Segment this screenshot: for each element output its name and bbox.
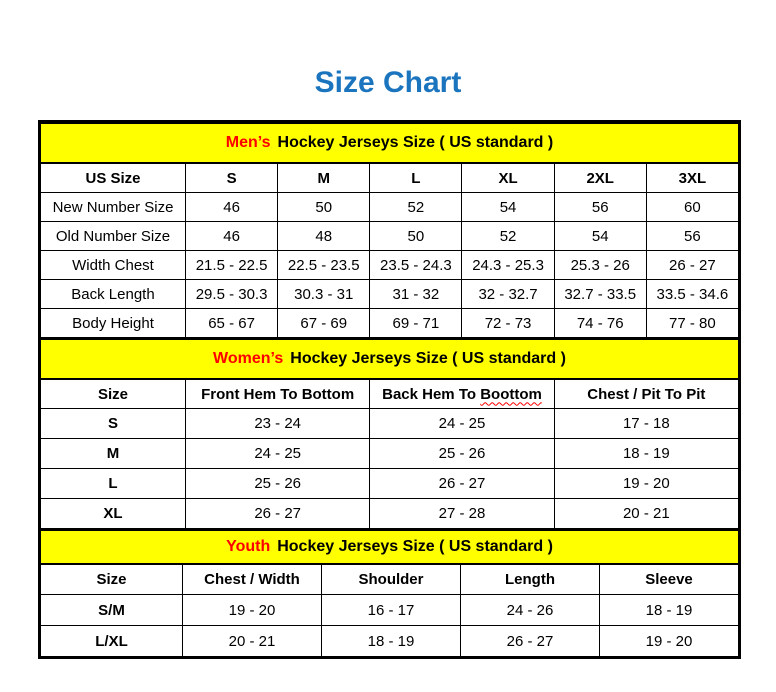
youth-col-header: Length bbox=[461, 564, 600, 595]
row-label: S/M bbox=[41, 595, 183, 626]
table-cell: 26 - 27 bbox=[370, 469, 554, 499]
table-cell: 29.5 - 30.3 bbox=[186, 280, 278, 309]
mens-col-header: 2XL bbox=[554, 163, 646, 193]
mens-title-rest: Hockey Jerseys Size ( US standard ) bbox=[277, 134, 554, 151]
youth-column-header-row bbox=[41, 564, 739, 595]
table-cell: 56 bbox=[646, 222, 738, 251]
row-label: M bbox=[41, 439, 186, 469]
womens-column-header-row bbox=[41, 379, 739, 409]
womens-title-rest: Hockey Jerseys Size ( US standard ) bbox=[290, 350, 566, 367]
table-cell: 23.5 - 24.3 bbox=[370, 251, 462, 280]
youth-title-rest: Hockey Jerseys Size ( US standard ) bbox=[277, 538, 553, 555]
table-cell: 67 - 69 bbox=[278, 309, 370, 338]
table-cell: 60 bbox=[646, 193, 738, 222]
table-cell: 56 bbox=[554, 193, 646, 222]
womens-col-header-back-hem bbox=[370, 379, 554, 409]
youth-col-header: Sleeve bbox=[600, 564, 739, 595]
mens-section-header-row bbox=[41, 123, 739, 163]
table-row bbox=[41, 193, 739, 222]
table-cell: 27 - 28 bbox=[370, 499, 554, 529]
table-row bbox=[41, 409, 739, 439]
table-cell: 17 - 18 bbox=[554, 409, 738, 439]
table-cell: 50 bbox=[370, 222, 462, 251]
table-cell: 31 - 32 bbox=[370, 280, 462, 309]
mens-col-header: L bbox=[370, 163, 462, 193]
mens-col-header: XL bbox=[462, 163, 554, 193]
mens-col-header: M bbox=[278, 163, 370, 193]
table-cell: 26 - 27 bbox=[461, 626, 600, 657]
table-cell: 77 - 80 bbox=[646, 309, 738, 338]
table-cell: 18 - 19 bbox=[322, 626, 461, 657]
table-cell: 50 bbox=[278, 193, 370, 222]
youth-accent-word: Youth bbox=[226, 538, 271, 555]
table-cell: 24.3 - 25.3 bbox=[462, 251, 554, 280]
womens-section-title bbox=[41, 339, 739, 379]
table-row bbox=[41, 469, 739, 499]
table-cell: 25 - 26 bbox=[370, 439, 554, 469]
table-row bbox=[41, 222, 739, 251]
youth-section-header-row bbox=[41, 530, 739, 564]
mens-col-header: S bbox=[186, 163, 278, 193]
row-label: L/XL bbox=[41, 626, 183, 657]
womens-section-header-row bbox=[41, 339, 739, 379]
table-row bbox=[41, 499, 739, 529]
table-cell: 16 - 17 bbox=[322, 595, 461, 626]
table-cell: 23 - 24 bbox=[186, 409, 370, 439]
table-cell: 18 - 19 bbox=[554, 439, 738, 469]
table-cell: 24 - 26 bbox=[461, 595, 600, 626]
mens-col-header: US Size bbox=[41, 163, 186, 193]
mens-accent-word: Men’s bbox=[225, 134, 271, 151]
table-cell: 24 - 25 bbox=[186, 439, 370, 469]
table-cell: 72 - 73 bbox=[462, 309, 554, 338]
table-row bbox=[41, 626, 739, 657]
row-label: Old Number Size bbox=[41, 222, 186, 251]
table-cell: 65 - 67 bbox=[186, 309, 278, 338]
youth-col-header: Shoulder bbox=[322, 564, 461, 595]
table-cell: 20 - 21 bbox=[183, 626, 322, 657]
womens-col-header: Front Hem To Bottom bbox=[186, 379, 370, 409]
table-row bbox=[41, 439, 739, 469]
table-cell: 33.5 - 34.6 bbox=[646, 280, 738, 309]
womens-col-header: Size bbox=[41, 379, 186, 409]
table-cell: 21.5 - 22.5 bbox=[186, 251, 278, 280]
youth-col-header: Chest / Width bbox=[183, 564, 322, 595]
youth-section-title bbox=[41, 530, 739, 564]
table-cell: 54 bbox=[462, 193, 554, 222]
table-cell: 54 bbox=[554, 222, 646, 251]
youth-size-table bbox=[40, 529, 739, 657]
mens-col-header: 3XL bbox=[646, 163, 738, 193]
back-hem-prefix: Back Hem To bbox=[382, 385, 481, 403]
table-row bbox=[41, 251, 739, 280]
table-row bbox=[41, 309, 739, 338]
table-cell: 26 - 27 bbox=[186, 499, 370, 529]
row-label: Body Height bbox=[41, 309, 186, 338]
row-label: Back Length bbox=[41, 280, 186, 309]
womens-col-header: Chest / Pit To Pit bbox=[554, 379, 738, 409]
table-cell: 18 - 19 bbox=[600, 595, 739, 626]
row-label: L bbox=[41, 469, 186, 499]
table-cell: 25.3 - 26 bbox=[554, 251, 646, 280]
page-title: Size Chart bbox=[314, 66, 462, 99]
table-cell: 48 bbox=[278, 222, 370, 251]
row-label: XL bbox=[41, 499, 186, 529]
row-label: Width Chest bbox=[41, 251, 186, 280]
table-cell: 52 bbox=[462, 222, 554, 251]
table-row bbox=[41, 280, 739, 309]
table-cell: 32.7 - 33.5 bbox=[554, 280, 646, 309]
table-cell: 26 - 27 bbox=[646, 251, 738, 280]
table-cell: 19 - 20 bbox=[183, 595, 322, 626]
table-cell: 24 - 25 bbox=[370, 409, 554, 439]
table-cell: 32 - 32.7 bbox=[462, 280, 554, 309]
table-cell: 30.3 - 31 bbox=[278, 280, 370, 309]
table-cell: 22.5 - 23.5 bbox=[278, 251, 370, 280]
table-cell: 74 - 76 bbox=[554, 309, 646, 338]
size-chart-tables bbox=[38, 120, 741, 659]
row-label: S bbox=[41, 409, 186, 439]
table-cell: 19 - 20 bbox=[554, 469, 738, 499]
table-cell: 19 - 20 bbox=[600, 626, 739, 657]
table-cell: 20 - 21 bbox=[554, 499, 738, 529]
misspelled-word: Boottom bbox=[480, 385, 542, 403]
mens-size-table bbox=[40, 122, 739, 338]
womens-size-table bbox=[40, 338, 739, 529]
table-cell: 52 bbox=[370, 193, 462, 222]
table-cell: 69 - 71 bbox=[370, 309, 462, 338]
table-row bbox=[41, 595, 739, 626]
youth-col-header: Size bbox=[41, 564, 183, 595]
womens-accent-word: Women’s bbox=[213, 350, 284, 367]
row-label: New Number Size bbox=[41, 193, 186, 222]
table-cell: 46 bbox=[186, 193, 278, 222]
table-cell: 25 - 26 bbox=[186, 469, 370, 499]
mens-column-header-row bbox=[41, 163, 739, 193]
mens-section-title bbox=[41, 123, 739, 163]
table-cell: 46 bbox=[186, 222, 278, 251]
